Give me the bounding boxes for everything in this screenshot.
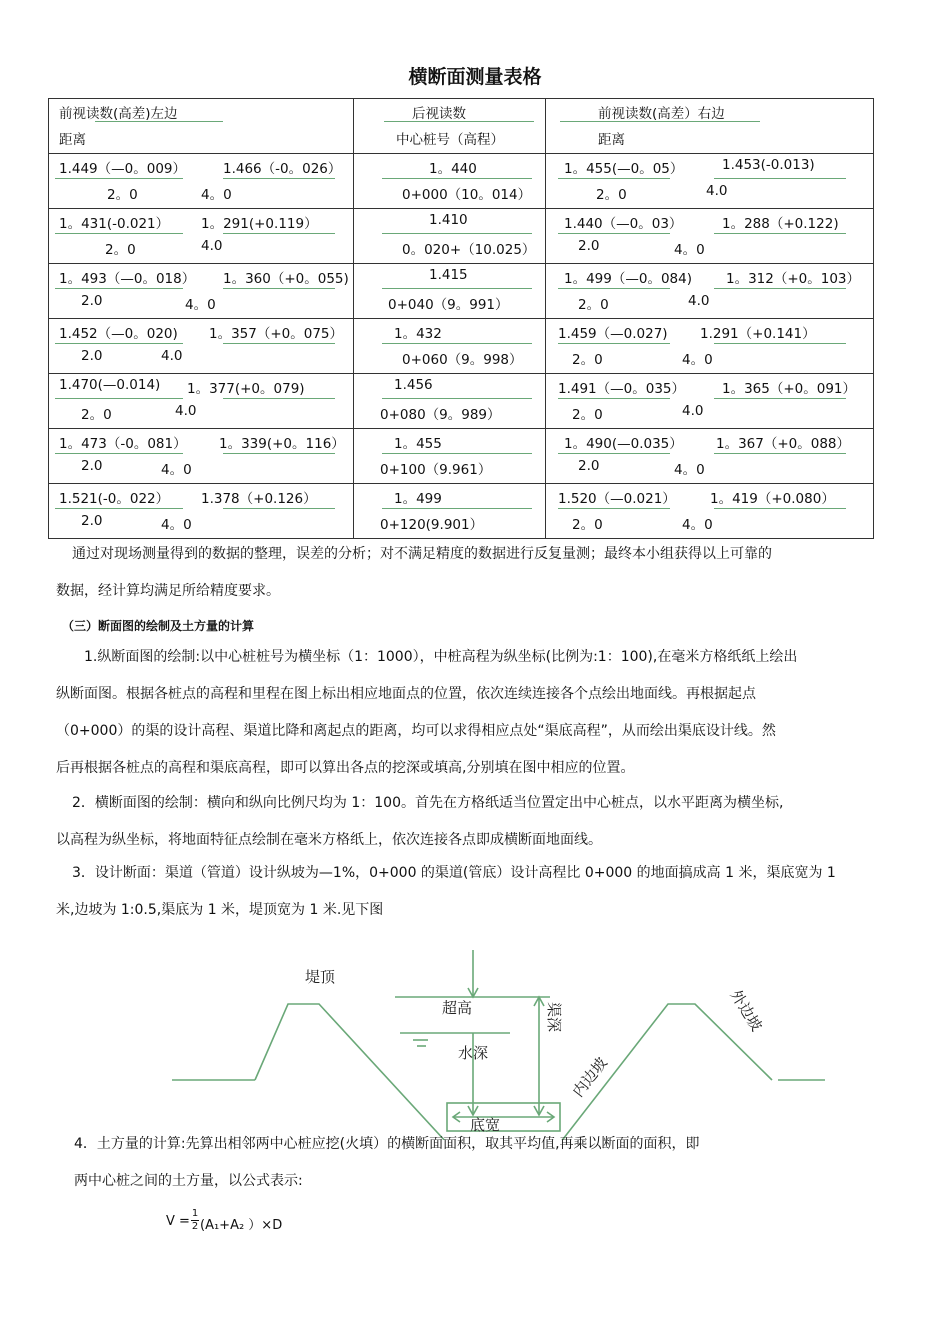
backsight-reading: 1。455	[394, 436, 442, 452]
table-row	[49, 319, 874, 374]
page-title: 横断面测量表格	[408, 66, 542, 88]
left-distance-2: 4。0	[185, 297, 216, 313]
left-distance-1: 2.0	[81, 513, 103, 529]
table-row	[49, 154, 874, 209]
right-reading-cell	[546, 429, 874, 484]
left-distance-1: 2。0	[105, 242, 136, 258]
left-distance-2: 4。0	[201, 187, 232, 203]
left-reading-cell	[49, 209, 354, 264]
left-reading-2: 1。360（+0。055)	[223, 271, 349, 287]
right-reading-2: 1。419（+0.080）	[710, 491, 835, 507]
p2-line-2: 以高程为纵坐标，将地面特征点绘制在毫米方格纸上，依次连接各点即成横断面地面线。	[56, 832, 602, 848]
left-distance-1: 2.0	[81, 348, 103, 364]
right-distance-2: 4.0	[682, 403, 704, 419]
left-reading-cell	[49, 319, 354, 374]
right-distance-1: 2。0	[596, 187, 627, 203]
center-stake-elevation: 0+100（9.961）	[380, 462, 492, 478]
backsight-reading: 1.410	[429, 212, 468, 228]
p1-line-3: （0+000）的渠的设计高程、渠道比降和离起点的距离，均可以求得相应点处“渠底高程”，从而绘出渠底设计线。然	[56, 723, 776, 739]
left-distance-1: 2。0	[81, 407, 112, 423]
table-row	[49, 264, 874, 319]
right-distance-2: 4.0	[688, 293, 710, 309]
table-row	[49, 209, 874, 264]
right-reading-2: 1。288（+0.122)	[722, 216, 839, 232]
canal-section-diagram	[160, 940, 840, 1140]
left-reading-1: 1。431(-0.021）	[59, 216, 170, 232]
left-reading-cell	[49, 484, 354, 539]
right-reading-1: 1。490(—0.035）	[564, 436, 683, 452]
left-reading-1: 1.452（—0。020)	[59, 326, 178, 342]
center-stake-elevation: 0+040（9。991）	[388, 297, 509, 313]
backsight-reading: 1。499	[394, 491, 442, 507]
label-outer-slope: 外边坡	[726, 986, 766, 1035]
p3-line-1: 3．设计断面：渠道（管道）设计纵坡为—1%，0+000 的渠道(管底）设计高程比 0+000 的地面搞成高 1 米，渠底宽为 1	[72, 865, 836, 881]
left-reading-cell	[49, 429, 354, 484]
paragraph-summary-1: 通过对现场测量得到的数据的整理，误差的分析；对不满足精度的数据进行反复量测；最终本小组获得以上可靠的	[72, 546, 772, 562]
left-distance-1: 2.0	[81, 458, 103, 474]
right-reading-1: 1。455(—0。05）	[564, 161, 684, 177]
formula-denominator: 2	[191, 1221, 199, 1232]
left-reading-1: 1。473（-0。081）	[59, 436, 187, 452]
left-reading-cell	[49, 374, 354, 429]
center-stake-cell	[354, 209, 546, 264]
left-reading-2: 1.378（+0.126）	[201, 491, 317, 507]
right-reading-1: 1.459（—0.027)	[558, 326, 668, 342]
section-heading: （三）断面图的绘制及土方量的计算	[62, 619, 255, 633]
left-reading-2: 1。291(+0.119）	[201, 216, 318, 232]
formula-body: (A₁+A₂ ）×D	[200, 1218, 283, 1233]
right-reading-cell	[546, 319, 874, 374]
formula-lhs: V =	[166, 1214, 190, 1229]
backsight-reading: 1。432	[394, 326, 442, 342]
right-reading-1: 1.520（—0.021）	[558, 491, 676, 507]
right-reading-1: 1.491（—0。035）	[558, 381, 686, 397]
right-reading-2: 1。312（+0。103）	[726, 271, 861, 287]
left-reading-2: 1。339(+0。116）	[219, 436, 345, 452]
p3-line-2: 米,边坡为 1:0.5,渠底为 1 米，堤顶宽为 1 米.见下图	[56, 902, 384, 918]
paragraph-summary-2: 数据，经计算均满足所给精度要求。	[56, 583, 280, 599]
right-reading-cell	[546, 484, 874, 539]
right-reading-1: 1。499（—0。084)	[564, 271, 692, 287]
center-stake-cell	[354, 429, 546, 484]
left-distance-1: 2。0	[107, 187, 138, 203]
table-row	[49, 374, 874, 429]
right-distance-1: 2。0	[578, 297, 609, 313]
backsight-reading: 1.415	[429, 267, 468, 283]
center-stake-cell	[354, 484, 546, 539]
table-row	[49, 484, 874, 539]
center-stake-cell	[354, 264, 546, 319]
right-distance-2: 4。0	[674, 462, 705, 478]
right-distance-2: 4。0	[682, 352, 713, 368]
right-reading-cell	[546, 264, 874, 319]
label-bottom-width: 底宽	[470, 1116, 501, 1134]
table-row	[49, 429, 874, 484]
right-reading-2: 1。365（+0。091）	[722, 381, 857, 397]
right-reading-2: 1.453(-0.013)	[722, 157, 815, 173]
left-reading-1: 1.470(—0.014)	[59, 377, 161, 393]
p4-line-1: 4．土方量的计算:先算出相邻两中心桩应挖(火填）的横断面面积，取其平均值,再乘以断面的面积，即	[74, 1136, 700, 1152]
left-distance-2: 4。0	[161, 462, 192, 478]
label-dike-top: 堤顶	[305, 968, 336, 986]
backsight-reading: 1。440	[429, 161, 477, 177]
p1-line-1: 1.纵断面图的绘制:以中心桩桩号为横坐标（1：1000），中桩高程为纵坐标(比例为:1：100),在毫米方格纸纸上绘出	[84, 649, 798, 665]
right-distance-1: 2.0	[578, 238, 600, 254]
left-reading-cell	[49, 154, 354, 209]
right-distance-1: 2。0	[572, 352, 603, 368]
right-reading-cell	[546, 154, 874, 209]
right-reading-cell	[546, 209, 874, 264]
label-water-depth: 水深	[458, 1044, 489, 1062]
left-distance-2: 4。0	[161, 517, 192, 533]
center-stake-cell	[354, 154, 546, 209]
header-left-top: 前视读数(高差)左边	[59, 106, 178, 122]
center-stake-elevation: 0+120(9.901）	[380, 517, 484, 533]
left-distance-1: 2.0	[81, 293, 103, 309]
center-stake-elevation: 0。020+（10.025）	[402, 242, 536, 258]
left-distance-2: 4.0	[201, 238, 223, 254]
right-distance-2: 4。0	[682, 517, 713, 533]
left-reading-1: 1.449（—0。009）	[59, 161, 187, 177]
formula-numerator: 1	[191, 1208, 199, 1219]
right-distance-1: 2。0	[572, 407, 603, 423]
header-mid-top: 后视读数	[412, 106, 466, 122]
left-reading-1: 1。493（—0。018）	[59, 271, 196, 287]
p4-line-2: 两中心桩之间的土方量，以公式表示:	[74, 1173, 303, 1189]
p1-line-4: 后再根据各桩点的高程和渠底高程，即可以算出各点的挖深或填高,分别填在图中相应的位置。	[56, 760, 635, 776]
right-reading-1: 1.440（—0。03）	[564, 216, 683, 232]
center-stake-cell	[354, 374, 546, 429]
center-stake-cell	[354, 319, 546, 374]
survey-table	[48, 98, 874, 539]
left-distance-2: 4.0	[175, 403, 197, 419]
backsight-reading: 1.456	[394, 377, 433, 393]
p1-line-2: 纵断面图。根据各桩点的高程和里程在图上标出相应地面点的位置，依次连续连接各个点绘出地面线。再根据起点	[56, 686, 756, 702]
formula-fraction	[191, 1208, 199, 1233]
p2-line-1: 2．横断面图的绘制：横向和纵向比例尺均为 1：100。首先在方格纸适当位置定出中心桩点，以水平距离为横坐标,	[72, 795, 784, 811]
center-stake-elevation: 0+000（10。014）	[402, 187, 532, 203]
center-stake-elevation: 0+080（9。989）	[380, 407, 501, 423]
header-right-bottom: 距离	[598, 132, 625, 148]
left-reading-1: 1.521(-0。022）	[59, 491, 170, 507]
right-distance-2: 4。0	[674, 242, 705, 258]
right-reading-2: 1。367（+0。088）	[716, 436, 851, 452]
right-distance-1: 2.0	[578, 458, 600, 474]
header-right-top: 前视读数(高差）右边	[598, 106, 725, 122]
right-reading-cell	[546, 374, 874, 429]
right-distance-2: 4.0	[706, 183, 728, 199]
label-canal-depth: 渠深	[545, 1002, 563, 1033]
left-reading-2: 1.466（-0。026）	[223, 161, 342, 177]
left-reading-2: 1。357（+0。075）	[209, 326, 344, 342]
label-freeboard: 超高	[442, 999, 473, 1017]
table-header-row	[49, 99, 874, 154]
label-inner-slope: 内边坡	[568, 1053, 611, 1101]
left-reading-cell	[49, 264, 354, 319]
left-reading-2: 1。377(+0。079)	[187, 381, 305, 397]
center-stake-elevation: 0+060（9。998）	[402, 352, 523, 368]
right-reading-2: 1.291（+0.141）	[700, 326, 816, 342]
header-left-bottom: 距离	[59, 132, 86, 148]
right-distance-1: 2。0	[572, 517, 603, 533]
header-mid-bottom: 中心桩号（高程）	[396, 132, 504, 148]
left-distance-2: 4.0	[161, 348, 183, 364]
